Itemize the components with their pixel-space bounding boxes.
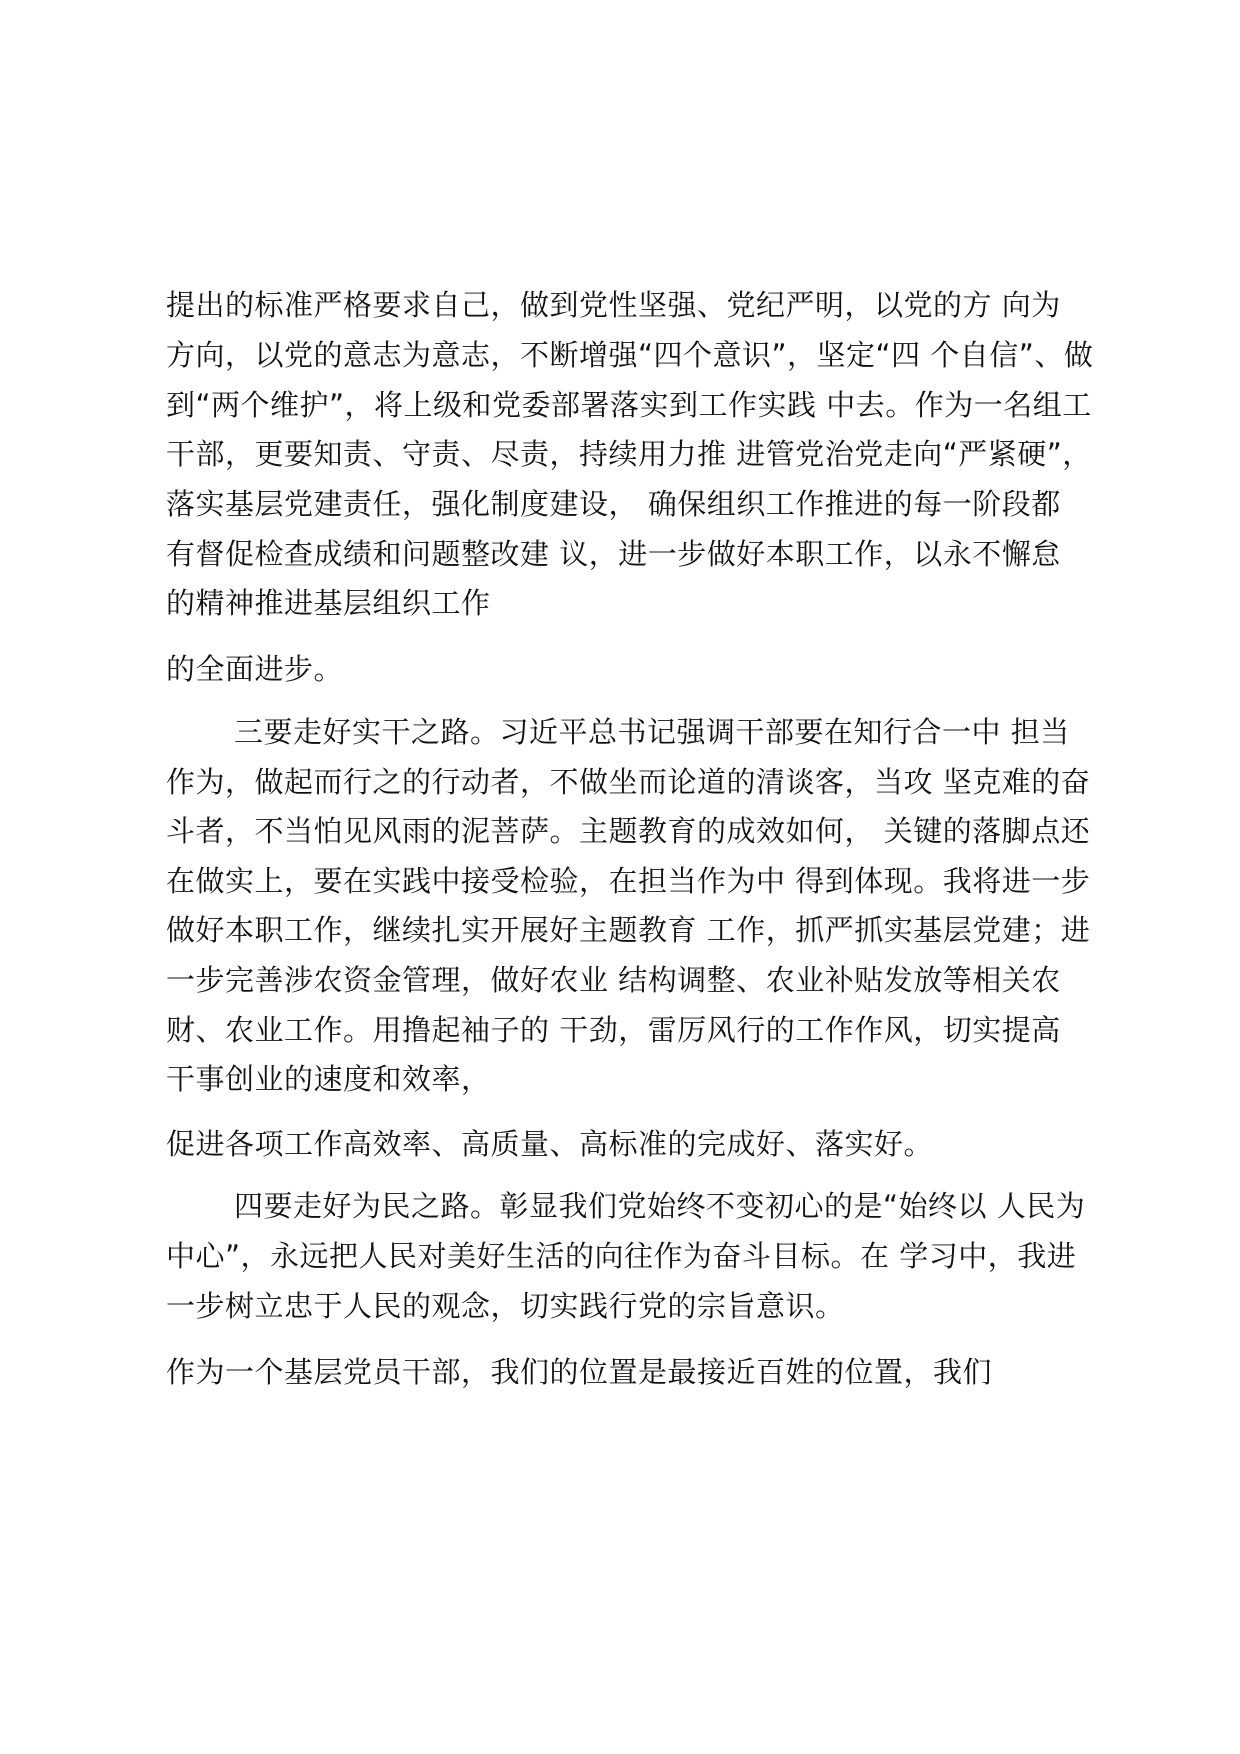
paragraph-line: 干事创业的速度和效率， xyxy=(166,1062,491,1096)
paragraph-line: 一步完善涉农资金管理，做好农业 结构调整、农业补贴发放等相关农 xyxy=(166,963,1061,997)
paragraph-line: 四要走好为民之路。彰显我们党始终不变初心的是“始终以 人民为 xyxy=(234,1189,1086,1223)
paragraph-line: 作为一个基层党员干部，我们的位置是最接近百姓的位置，我们 xyxy=(166,1355,993,1389)
paragraph-line: 财、农业工作。用撸起袖子的 干劲，雷厉风行的工作作风，切实提高 xyxy=(166,1013,1061,1047)
paragraph-line: 三要走好实干之路。习近平总书记强调干部要在知行合一中 担当 xyxy=(234,715,1070,749)
paragraph-line: 有督促检查成绩和问题整改建 议，进一步做好本职工作，以永不懈怠 xyxy=(166,537,1061,571)
paragraph-line: 提出的标准严格要求自己，做到党性坚强、党纪严明，以党的方 向为 xyxy=(166,288,1061,322)
paragraph-line: 作为，做起而行之的行动者，不做坐而论道的清谈客，当攻 坚克难的奋 xyxy=(166,765,1091,799)
paragraph-line: 在做实上，要在实践中接受检验，在担当作为中 得到体现。我将进一步 xyxy=(166,864,1091,898)
paragraph-line: 做好本职工作，继续扎实开展好主题教育 工作，抓严抓实基层党建；进 xyxy=(166,913,1091,947)
paragraph-line: 落实基层党建责任，强化制度建设， 确保组织工作推进的每一阶段都 xyxy=(166,487,1061,521)
paragraph-line: 的精神推进基层组织工作 xyxy=(166,586,491,620)
paragraph-line: 干部，更要知责、守责、尽责，持续用力推 进管党治党走向“严紧硬”， xyxy=(166,437,1092,471)
paragraph-line: 的全面进步。 xyxy=(166,652,344,686)
paragraph-line: 中心”，永远把人民对美好生活的向往作为奋斗目标。在 学习中，我进 xyxy=(166,1239,1077,1273)
paragraph-line: 方向，以党的意志为意志，不断增强“四个意识”，坚定“四 个自信”、做 xyxy=(166,338,1094,372)
paragraph-line: 促进各项工作高效率、高质量、高标准的完成好、落实好。 xyxy=(166,1127,934,1161)
paragraph-line: 到“两个维护”，将上级和党委部署落实到工作实践 中去。作为一名组工 xyxy=(166,388,1092,422)
paragraph-line: 斗者，不当怕见风雨的泥菩萨。主题教育的成效如何， 关键的落脚点还 xyxy=(166,814,1091,848)
paragraph-line: 一步树立忠于人民的观念，切实践行党的宗旨意识。 xyxy=(166,1289,845,1323)
